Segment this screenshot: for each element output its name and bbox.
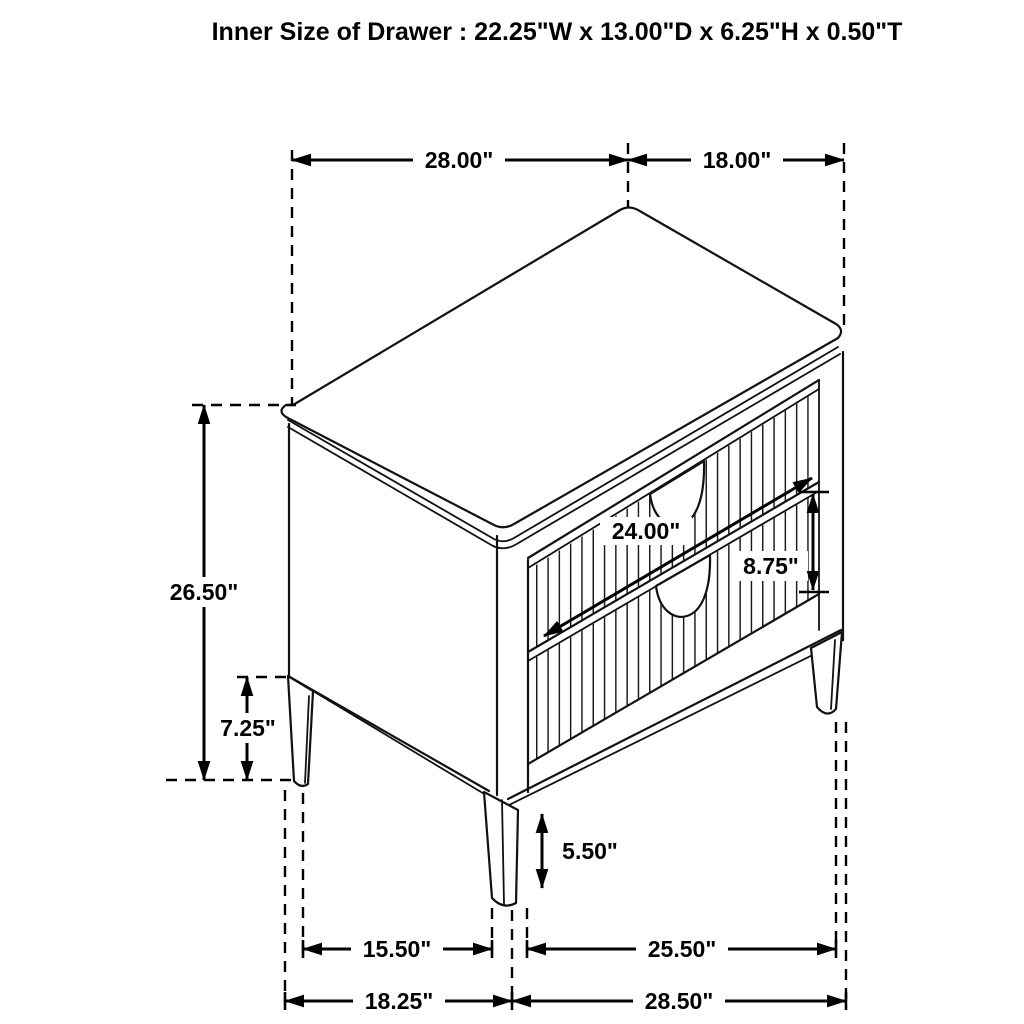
- dim-label-back-leg-height: 7.25": [220, 715, 276, 741]
- front-leg: [484, 792, 518, 906]
- dim-label-leg-span-side-inner: 15.50": [362, 936, 432, 962]
- dim-label-leg-span-front-inner: 25.50": [647, 936, 717, 962]
- dim-label-top-width: 28.00": [424, 147, 494, 173]
- dim-label-overall-height: 26.50": [169, 579, 239, 605]
- dim-label-leg-span-front-outer: 28.50": [644, 988, 714, 1014]
- page-title: Inner Size of Drawer : 22.25"W x 13.00"D x 6.25"H x 0.50"T: [211, 18, 903, 46]
- dim-back-leg-height: [210, 677, 293, 780]
- dim-label-drawer-width: 24.00": [611, 518, 681, 544]
- dim-top-depth: [628, 145, 844, 175]
- dim-label-leg-span-side-outer: 18.25": [364, 988, 434, 1014]
- dim-leg-span-side-outer: [285, 986, 512, 1016]
- left-rear-leg: [288, 676, 313, 786]
- right-rear-leg: [811, 632, 842, 714]
- dim-leg-span-side-inner: [303, 934, 492, 964]
- dim-label-drawer-height: 8.75": [743, 553, 799, 579]
- dim-leg-span-front-inner: [527, 934, 836, 964]
- dim-front-leg-height: [542, 814, 629, 888]
- dim-leg-span-front-outer: [512, 986, 846, 1016]
- dim-label-top-depth: 18.00": [702, 147, 772, 173]
- dim-label-front-leg-height: 5.50": [562, 838, 618, 864]
